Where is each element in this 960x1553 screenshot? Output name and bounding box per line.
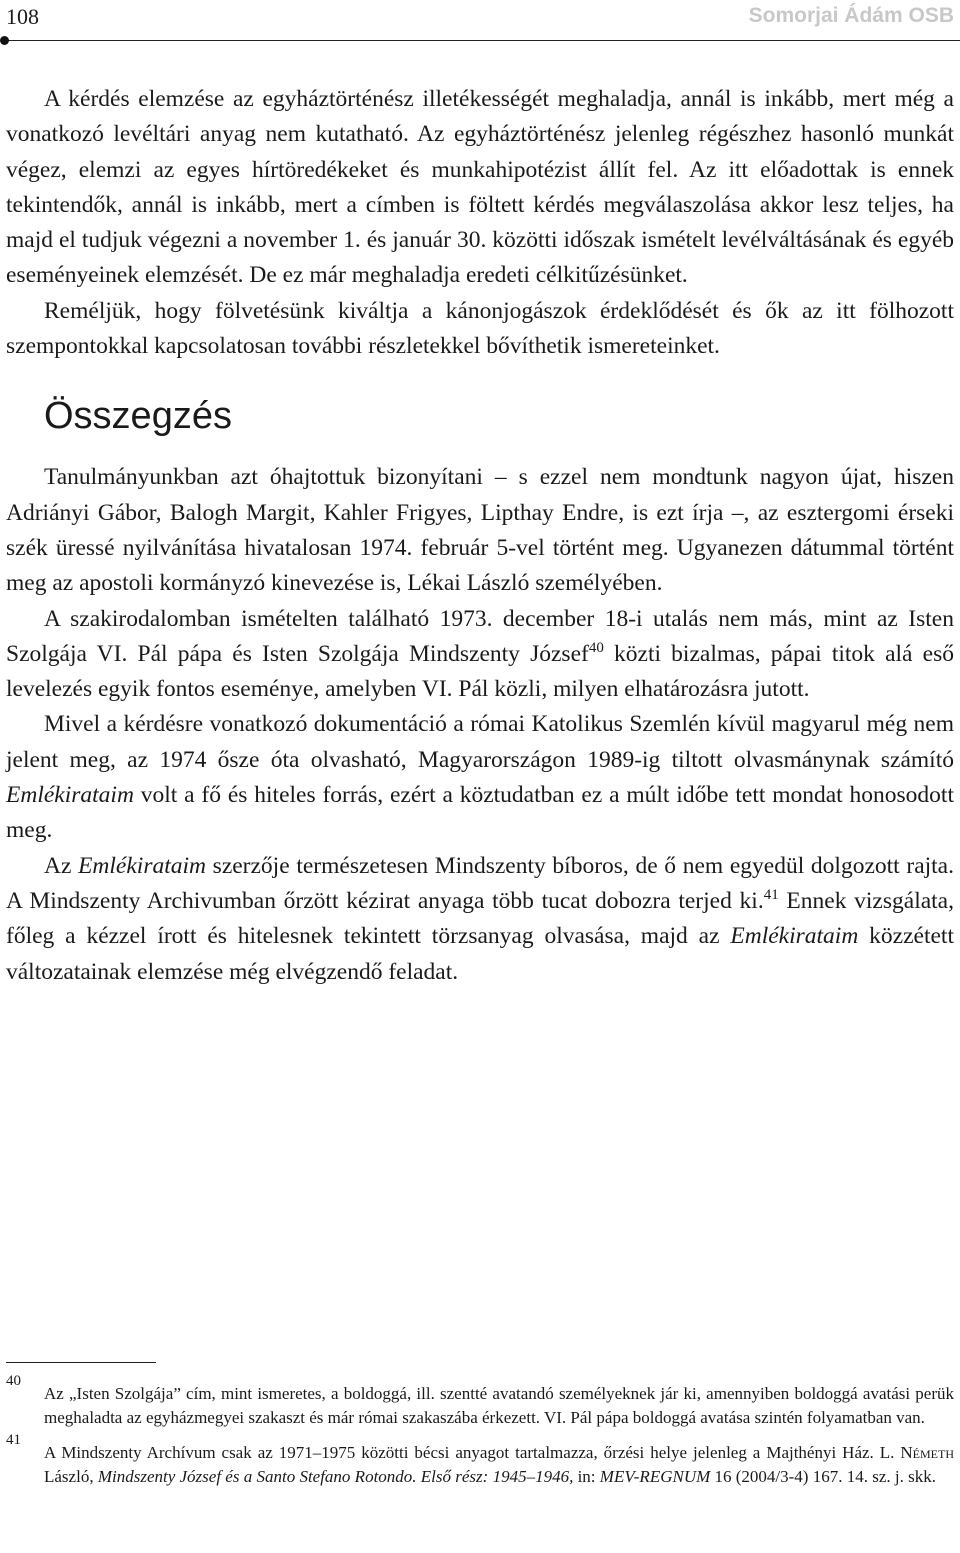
footnote-text-4: 16 (2004/3-4) 167. 14. sz. j. skk. bbox=[710, 1466, 936, 1486]
running-title: Somorjai Ádám OSB bbox=[748, 4, 954, 27]
journal-name: MEV-REGNUM bbox=[599, 1466, 711, 1486]
footnote-text: Az „Isten Szolgája” cím, mint ismeretes, a boldoggá, ill. szentté avatandó személyeknek jár ki, amennyiben boldoggá avatási perük meghaladta az egyházmegyei szakaszt és már római szakaszába érkezett. VI. Pál pápa boldoggá avatása szintén folyamatban van. bbox=[44, 1384, 954, 1427]
page-header bbox=[0, 0, 960, 48]
footnote-ref-41: 41 bbox=[763, 887, 779, 904]
author-surname: Németh bbox=[900, 1443, 954, 1462]
paragraph-4 bbox=[6, 602, 954, 708]
p6-book-title-2: Emlékirataim bbox=[730, 923, 859, 950]
p5-text-after: volt a fő és hiteles forrás, ezért a köztudatban ez a múlt időbe tett mondat honosodott meg. bbox=[6, 782, 954, 844]
p6-book-title-1: Emlékirataim bbox=[78, 852, 206, 879]
footnote-number: 41 bbox=[6, 1432, 21, 1448]
p6-text-4: közzétett változatainak elemzése még elvégzendő feladat. bbox=[6, 923, 954, 985]
paragraph-5 bbox=[6, 707, 954, 848]
paragraph-1: A kérdés elemzése az egyháztörténész illetékességét meghaladja, annál is inkább, mert még a vonatkozó levéltári anyag nem kutatható. Az egyháztörténész jelenleg régészhez hasonló munkát végez, elemzi az egyes hírtöredékeket és munkahipotézist állít fel. Az itt előadottak is ennek tekintendők, annál is inkább, mert a címben is föltett kérdés megválaszolása akkor lesz teljes, ha majd el tudjuk végezni a november 1. és január 30. közötti időszak ismételt levélváltásának és egyéb eseményeinek elemzését. De ez már meghaladja eredeti célkitűzésünket. bbox=[6, 86, 954, 289]
footnote-40 bbox=[6, 1373, 954, 1429]
p6-text-3: Ennek vizsgálata, főleg a kézzel írott és hitelesnek tekintett törzsanyag olvasása, majd az bbox=[6, 887, 954, 950]
footnote-rule bbox=[6, 1362, 156, 1363]
p5-book-title: Emlékirataim bbox=[6, 782, 134, 809]
footnote-text-1: A Mindszenty Archívum csak az 1971–1975 közötti bécsi anyagot tartalmazza, őrzési helye jelenleg a Majthényi Ház. L. bbox=[44, 1443, 901, 1462]
section-heading: Összegzés bbox=[44, 395, 232, 438]
footnotes bbox=[6, 1373, 954, 1500]
paragraph-3: Tanulmányunkban azt óhajtottuk bizonyítani – s ezzel nem mondtunk nagyon újat, hiszen Adriányi Gábor, Balogh Margit, Kahler Frigyes, Lipthay Endre, is ezt írja –, az esztergomi érseki szék üressé nyilvánítása hivatalosan 1974. február 5-vel történt meg. Ugyanezen dátummal történt meg az apostoli kormányzó kinevezése is, Lékai László személyében. bbox=[6, 464, 954, 597]
header-rule-dot bbox=[0, 36, 9, 45]
cited-title: Mindszenty József és a Santo Stefano Rotondo. Első rész: 1945–1946, bbox=[97, 1466, 574, 1486]
page-number: 108 bbox=[6, 4, 39, 29]
p6-text-2: szerzője természetesen Mindszenty bíboros, de ő nem egyedül dolgozott rajta. A Mindszenty Archivumban őrzött kézirat anyaga több tucat dobozra terjed ki. bbox=[6, 852, 954, 914]
footnote-text-2: László, bbox=[44, 1466, 98, 1486]
paragraph-6 bbox=[6, 849, 954, 990]
footnote-text-3: in: bbox=[573, 1466, 600, 1486]
p5-text-before: Mivel a kérdésre vonatkozó dokumentáció a római Katolikus Szemlén kívül magyarul még nem jelent meg, az 1974 ősze óta olvasható, Magyarországon 1989-ig tiltott olvasmánynak számító bbox=[6, 711, 954, 773]
p6-text-1: Az bbox=[44, 852, 79, 879]
footnote-ref-40: 40 bbox=[588, 640, 604, 657]
p4-text-after: közti bizalmas, pápai titok alá eső levelezés egyik fontos eseménye, amelyben VI. Pál közli, milyen elhatározásra jutott. bbox=[6, 640, 954, 703]
header-rule bbox=[8, 40, 960, 41]
p4-text-before: A szakirodalomban ismételten található 1973. december 18-i utalás nem más, mint az Isten Szolgája VI. Pál pápa és Isten Szolgája Mindszenty József bbox=[6, 605, 954, 667]
paragraph-2: Reméljük, hogy fölvetésünk kiváltja a kánonjogászok érdeklődését és ők az itt fölhozott szempontokkal kapcsolatosan további részletekkel bővíthetik ismereteinket. bbox=[6, 297, 954, 360]
body-text bbox=[6, 82, 954, 990]
footnote-number: 40 bbox=[6, 1373, 21, 1389]
footnote-41 bbox=[6, 1432, 954, 1488]
